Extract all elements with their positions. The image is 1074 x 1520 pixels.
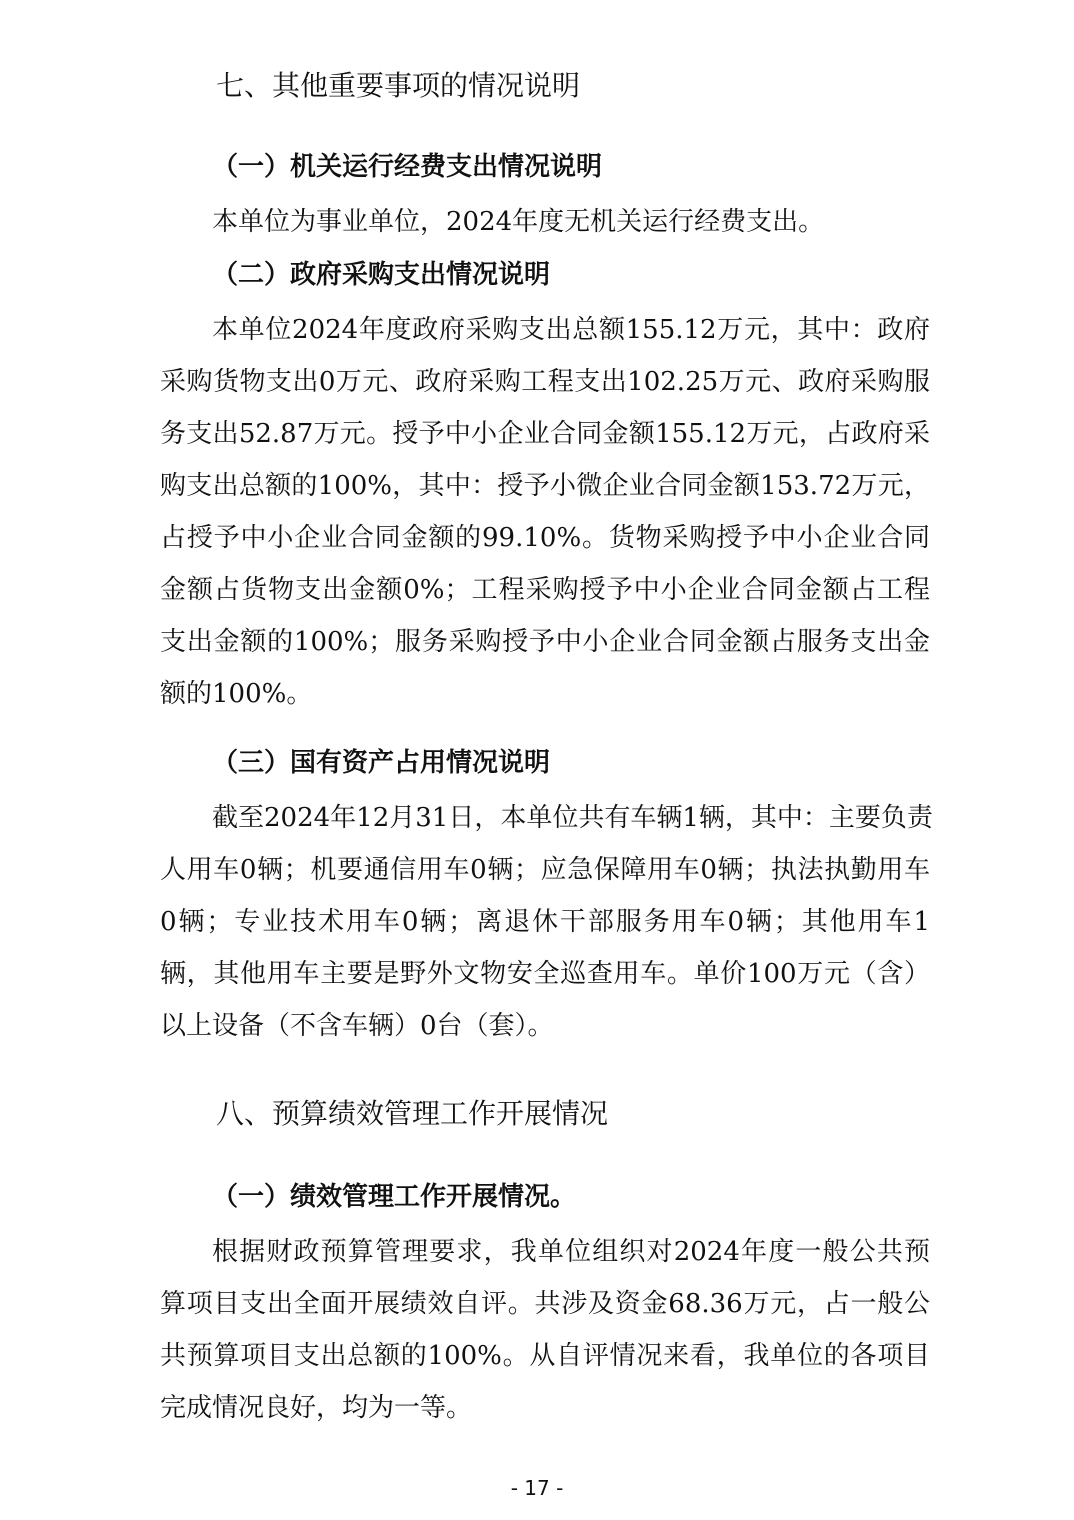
paragraph-line: 共预算项目支出总额的100%。从自评情况来看，我单位的各项目 — [160, 1341, 930, 1371]
paragraph-line: 采购货物支出0万元、政府采购工程支出102.25万元、政府采购服 — [160, 367, 930, 397]
section-heading-7: 七、其他重要事项的情况说明 — [216, 69, 581, 102]
page-number: - 17 - — [510, 1476, 564, 1500]
paragraph-7-3 — [160, 792, 933, 1052]
paragraph-line: 人用车0辆；机要通信用车0辆；应急保障用车0辆；执法执勤用车 — [160, 855, 930, 885]
paragraph-line: 本单位为事业单位，2024年度无机关运行经费支出。 — [212, 207, 825, 237]
subsection-title-8-1: （一）绩效管理工作开展情况。 — [212, 1182, 577, 1212]
paragraph-7-1 — [160, 196, 930, 248]
section-heading-8: 八、预算绩效管理工作开展情况 — [216, 1097, 609, 1130]
paragraph-line: 以上设备（不含车辆）0台（套）。 — [160, 1011, 554, 1041]
paragraph-line: 金额占货物支出金额0%；工程采购授予中小企业合同金额占工程 — [160, 575, 930, 605]
paragraph-line: 支出金额的100%；服务采购授予中小企业合同金额占服务支出金 — [160, 627, 930, 657]
paragraph-line: 完成情况良好，均为一等。 — [160, 1393, 473, 1423]
paragraph-8-1 — [160, 1226, 930, 1434]
paragraph-line: 0辆；专业技术用车0辆；离退休干部服务用车0辆；其他用车1 — [160, 907, 930, 937]
paragraph-line: 根据财政预算管理要求，我单位组织对2024年度一般公共预 — [212, 1237, 930, 1267]
paragraph-line: 辆，其他用车主要是野外文物安全巡查用车。单价100万元（含） — [160, 959, 930, 989]
paragraph-line: 务支出52.87万元。授予中小企业合同金额155.12万元，占政府采 — [160, 419, 930, 449]
paragraph-line: 占授予中小企业合同金额的99.10%。货物采购授予中小企业合同 — [160, 523, 930, 553]
paragraph-7-2 — [160, 304, 930, 720]
paragraph-line: 购支出总额的100%，其中：授予小微企业合同金额153.72万元， — [160, 471, 930, 501]
paragraph-line: 算项目支出全面开展绩效自评。共涉及资金68.36万元，占一般公 — [160, 1289, 930, 1319]
subsection-title-7-3: （三）国有资产占用情况说明 — [212, 748, 551, 778]
subsection-title-7-2: （二）政府采购支出情况说明 — [212, 260, 551, 290]
subsection-title-7-1: （一）机关运行经费支出情况说明 — [212, 152, 603, 182]
paragraph-line: 本单位2024年度政府采购支出总额155.12万元，其中：政府 — [212, 315, 930, 345]
paragraph-line: 截至2024年12月31日，本单位共有车辆1辆，其中：主要负责 — [212, 803, 933, 833]
paragraph-line: 额的100%。 — [160, 679, 313, 709]
